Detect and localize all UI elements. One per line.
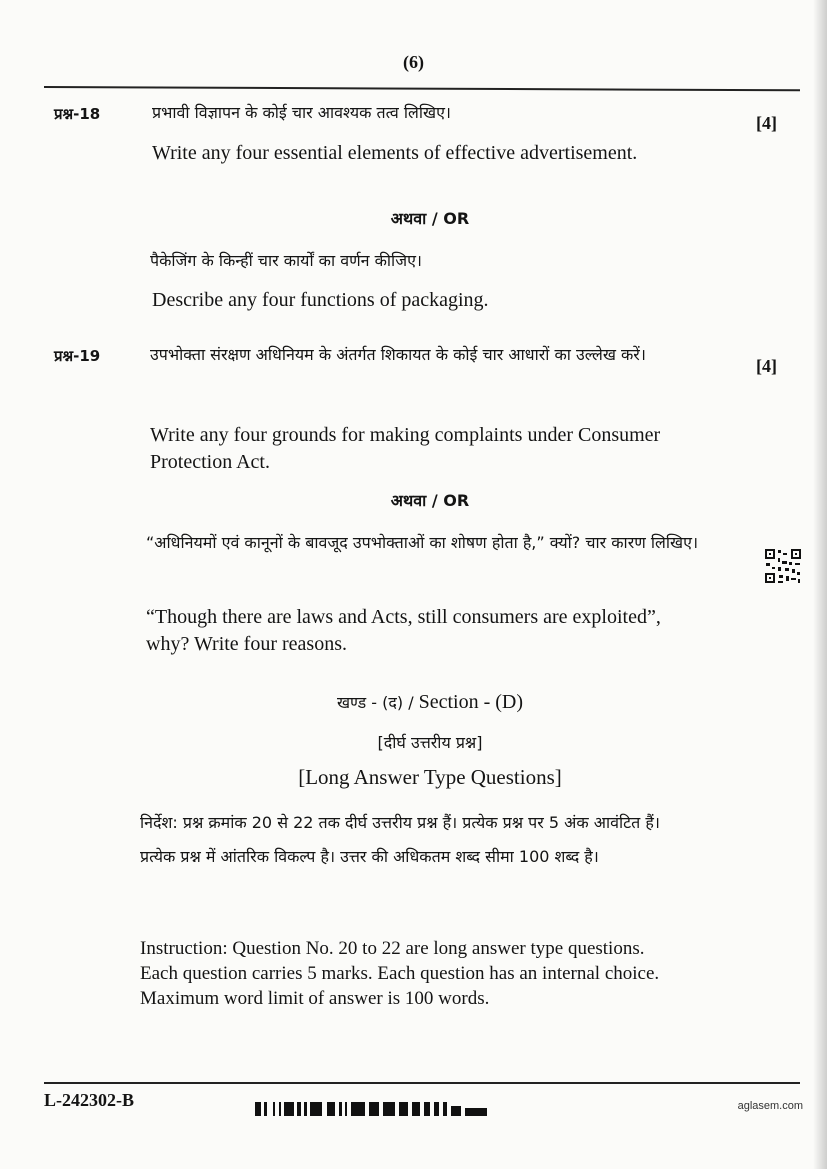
question-19-label: प्रश्न-19 (54, 347, 101, 365)
section-heading-hindi: खण्ड - (द) / (336, 693, 414, 712)
section-heading-english: Section - (D) (418, 691, 524, 713)
page-number: (6) (403, 52, 424, 72)
question-18-hindi: प्रभावी विज्ञापन के कोई चार आवश्यक तत्व लिखिए। (152, 103, 451, 122)
section-heading (150, 691, 710, 714)
scan-edge-shadow (813, 0, 827, 1169)
watermark: aglasem.com (737, 1100, 803, 1112)
barcode-icon (255, 1102, 487, 1116)
question-18-marks: [4] (756, 113, 777, 133)
qr-code-icon (764, 548, 802, 584)
question-19-english: Write any four grounds for making complaints under Consumer Protection Act. (150, 424, 661, 473)
question-19-or: अथवा / OR (390, 491, 470, 510)
footer-rule (44, 1082, 800, 1084)
question-18-alt-hindi: पैकेजिंग के किन्हीं चार कार्यों का वर्णन कीजिए। (150, 251, 422, 270)
question-19-marks: [4] (756, 356, 777, 376)
section-subheading-english: [Long Answer Type Questions] (298, 765, 562, 789)
question-19-hindi: उपभोक्ता संरक्षण अधिनियम के अंतर्गत शिकायत के कोई चार आधारों का उल्लेख करें। (150, 345, 646, 364)
question-18-or: अथवा / OR (390, 209, 470, 228)
paper-code: L-242302-B (44, 1090, 134, 1110)
section-subheading-hindi: [दीर्घ उत्तरीय प्रश्न] (377, 733, 483, 752)
question-18-alt-english: Describe any four functions of packaging. (152, 289, 489, 311)
question-19-alt-english: “Though there are laws and Acts, still consumers are exploited”, why? Write four reasons. (146, 606, 661, 655)
question-18-english: Write any four essential elements of effective advertisement. (152, 142, 638, 164)
header-rule (44, 86, 800, 91)
instruction-hindi: निर्देश: प्रश्न क्रमांक 20 से 22 तक दीर्घ उत्तरीय प्रश्न हैं। प्रत्येक प्रश्न पर 5 अंक आवंटित हैं। प्रत्येक प्रश्न में आंतरिक विकल्प है। उत्तर की अधिकतम शब्द सीमा 100 शब्द है। (140, 813, 660, 866)
question-19-alt-hindi: “अधिनियमों एवं कानूनों के बावजूद उपभोक्ताओं का शोषण होता है,” क्यों? चार कारण लिखिए। (146, 533, 699, 552)
instruction-english: Instruction: Question No. 20 to 22 are long answer type questions. Each question carries 5 marks. Each question has an internal choice. Maximum word limit of answer is 100 words. (140, 938, 660, 1009)
question-18-label: प्रश्न-18 (54, 105, 101, 123)
